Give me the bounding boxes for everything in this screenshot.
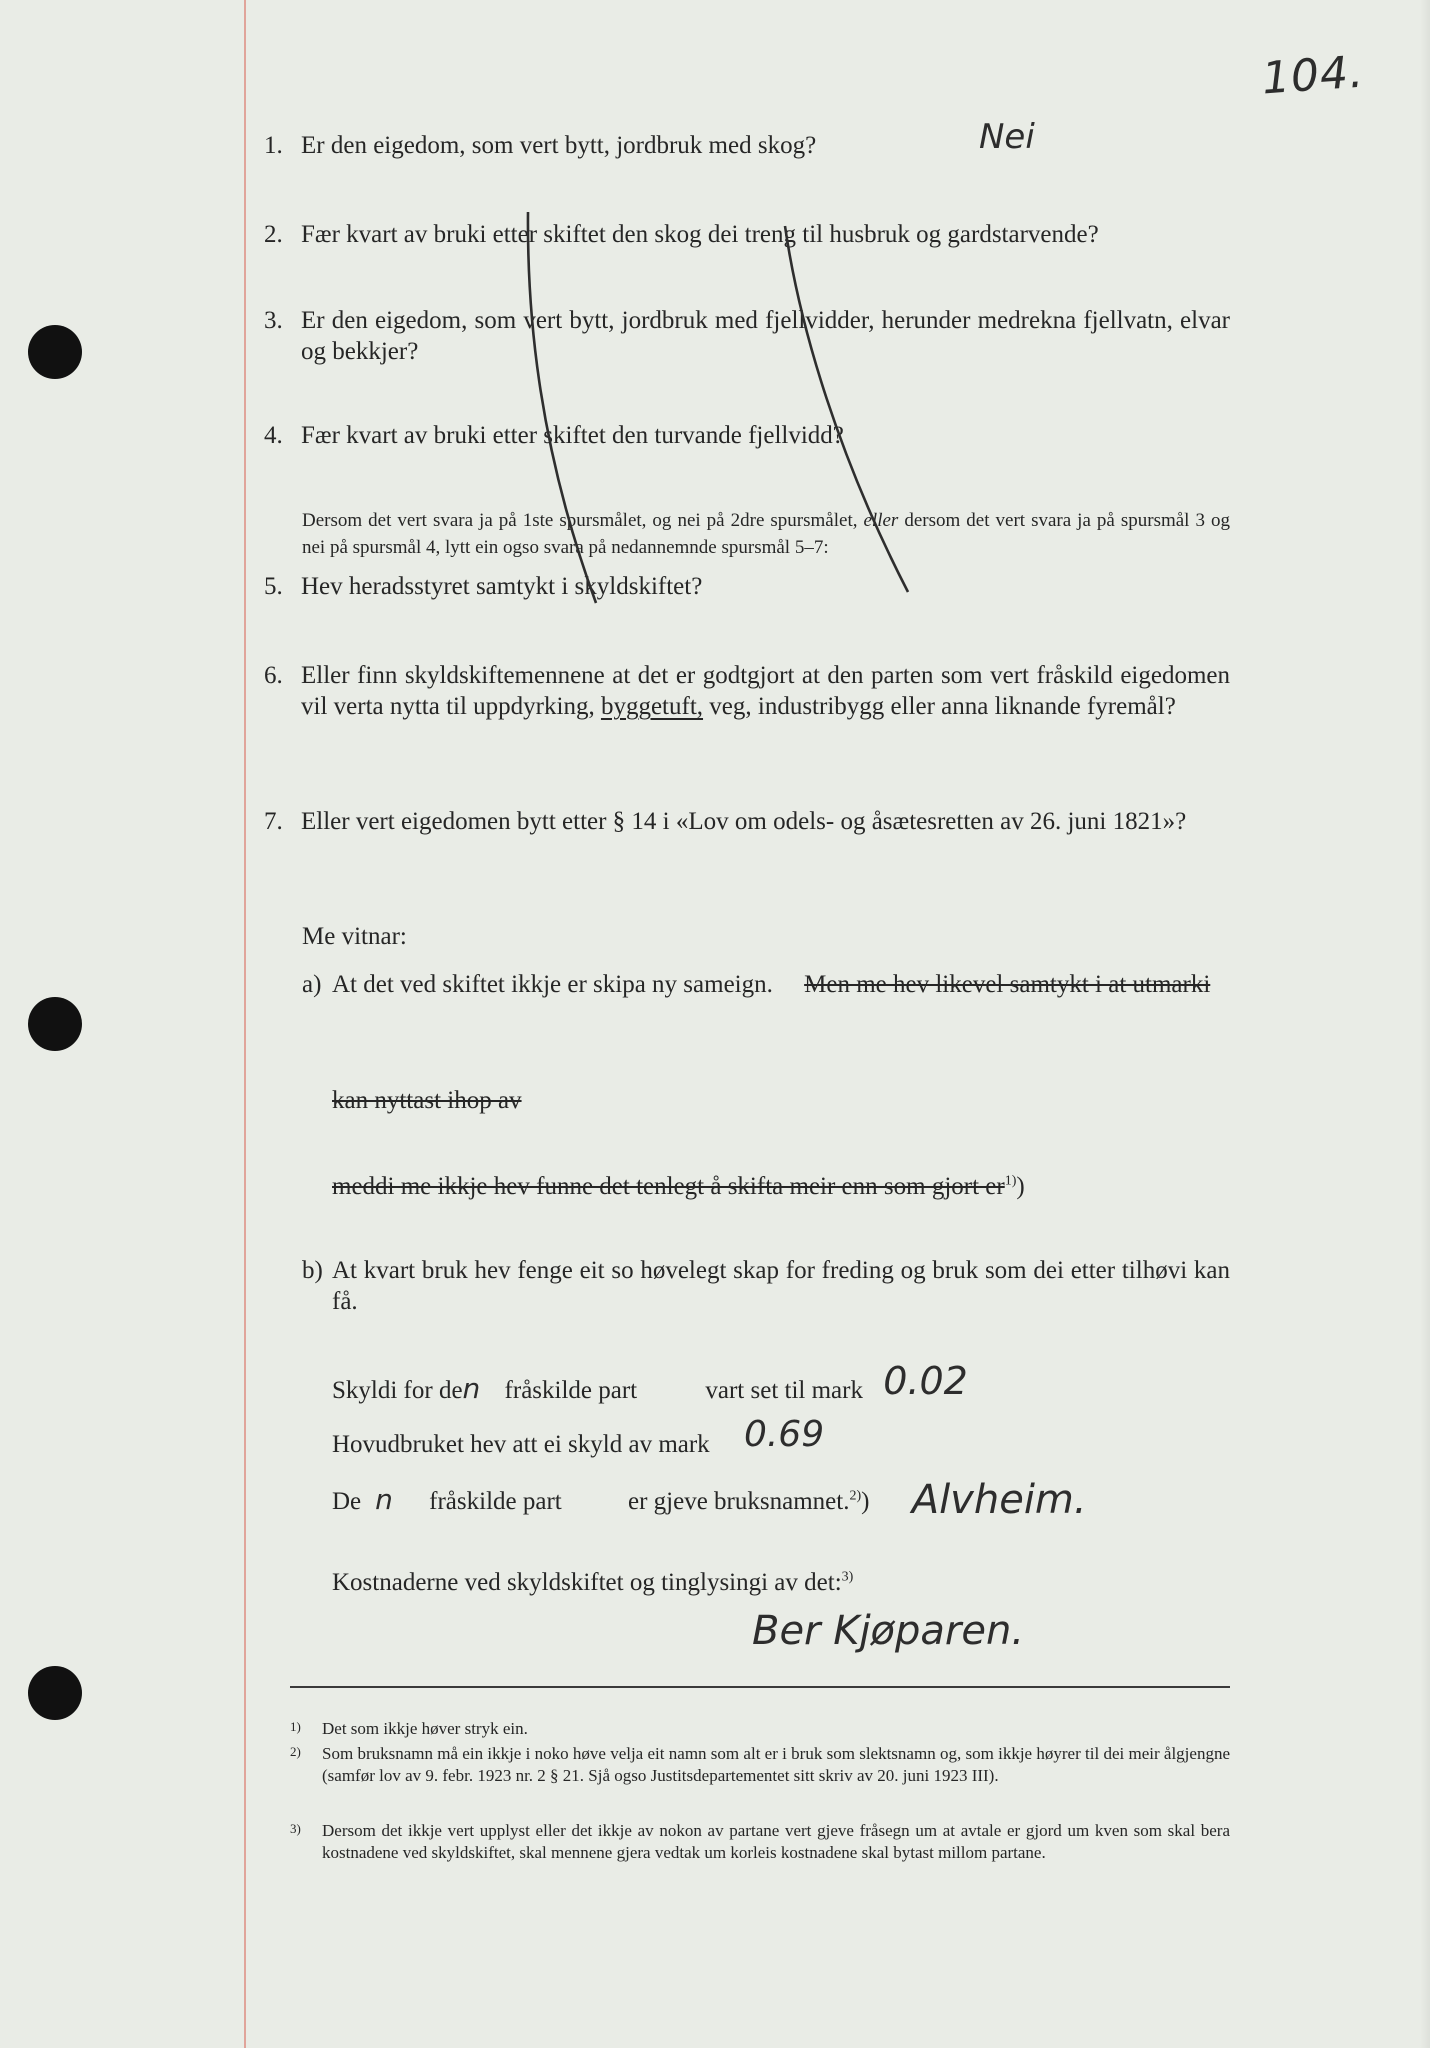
vitnar-b: b) At kvart bruk hev fenge eit so høvelegt skap for freding og bruk som dei etter tilhøvi kan få. (302, 1257, 1230, 1315)
item-label: a) (302, 971, 322, 998)
question-text: Eller vert eigedomen bytt etter § 14 i «Lov om odels- og åsætesretten av 26. juni 1821»? (301, 808, 1187, 835)
skyld-line-2: Hovudbruket hev att ei skyld av mark 0.69 (332, 1414, 825, 1458)
handwritten-value: 0.69 (743, 1414, 825, 1455)
handwritten-suffix: n (462, 1372, 481, 1405)
vitnar-heading: Me vitnar: (302, 923, 407, 950)
handwritten-value: Alvheim. (911, 1477, 1087, 1523)
handwritten-cost-note: Ber Kjøparen. (752, 1608, 1025, 1654)
struck-text: Men me hev likevel samtykt i at utmarki (804, 971, 1211, 998)
underlined-term: byggetuft, (600, 693, 704, 720)
vitnar-a: a) At det ved skiftet ikkje er skipa ny sameign. Men me hev likevel samtykt i at utmarki (302, 971, 1211, 998)
question-number: 4. (264, 422, 283, 449)
footnote-2: 2) Som bruksnamn må ein ikkje i noko høve velja eit namn som alt er i bruk som slektsnamn og, som ikkje høyrer til dei meir ålgjengne (samfør lov av 9. febr. 1923 nr. 2 § 21. Sjå ogso Justitsdepartementet sitt skriv av 20. juni 1923 III). (290, 1744, 1230, 1785)
question-number: 6. (264, 662, 283, 689)
question-number: 2. (264, 221, 283, 248)
question-number: 7. (264, 808, 283, 835)
pen-stroke-right (785, 226, 908, 592)
handwritten-suffix: n (375, 1483, 393, 1516)
skyld-line-4: Kostnaderne ved skyldskiftet og tinglysingi av det:$^{3)}$ (332, 1569, 854, 1596)
question-text: Eller finn skyldskiftemennene at det er godtgjort at den parten som vert fråskild eigedomen vil verta nytta til uppdyrking, byggetuft, veg, industribygg eller anna liknande fyremål? (301, 662, 1230, 720)
struck-line-3: meddi me ikkje hev funne det tenlegt å skifta meir enn som gjort $er^{1)}$) (332, 1173, 1025, 1200)
skyld-line-1: Skyldi for den fråskilde part vart set til mark 0.02 (332, 1359, 968, 1405)
footnote-3: 3) Dersom det ikkje vert upplyst eller det ikkje av nokon av partane vert gjeve fråsegn um at avtale er gjord um kven som skal bera kostnadene ved skyldskiftet, skal mennene gjera vedtak um korleis kostnadene skal bytast millom partane. (290, 1821, 1230, 1862)
handwritten-answer: Nei (979, 117, 1035, 157)
question-number: 3. (264, 307, 283, 334)
skyld-line-3: De n fråskilde part er gjeve bruksnamnet.$^{2)}$) Alvheim. (332, 1477, 1087, 1523)
question-text: Fær kvart av bruki etter skiftet den skog dei treng til husbruk og gardstarvende? (301, 221, 1099, 248)
item-label: b) (302, 1257, 323, 1284)
question-text: Er den eigedom, som vert bytt, jordbruk med skog? (301, 132, 817, 159)
instruction-note: Dersom det vert svara ja på 1ste spursmålet, og nei på 2dre spursmålet, eller dersom det vert svara ja på spursmål 3 og nei på spursmål 4, lytt ein ogso svara på nedannemnde spursmål 5–7: (302, 510, 1230, 558)
question-text: Er den eigedom, som vert bytt, jordbruk med fjellvidder, herunder medrekna fjellvatn, elvar og bekkjer? (301, 307, 1230, 365)
footnote-1: 1) Det som ikkje høver stryk ein. (290, 1719, 528, 1738)
question-text: Fær kvart av bruki etter skiftet den turvande fjellvidd? (301, 422, 844, 449)
pen-stroke-left (528, 212, 596, 603)
question-text: Hev heradsstyret samtykt i skyldskiftet? (301, 573, 703, 600)
struck-line-2: kan nyttast ihop av (332, 1087, 522, 1114)
question-number: 5. (264, 573, 283, 600)
handwritten-value: 0.02 (883, 1359, 968, 1403)
question-number: 1. (264, 132, 283, 159)
page-number: 104. (1260, 46, 1366, 105)
